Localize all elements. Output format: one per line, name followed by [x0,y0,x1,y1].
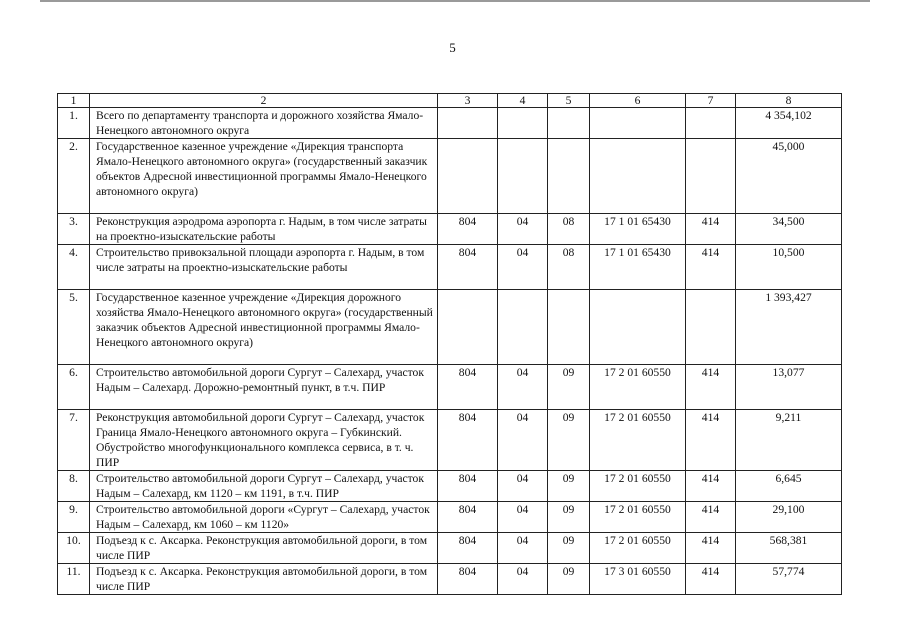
object-name-cell: Строительство привокзальной площади аэропорта г. Надым, в том числе затраты на проектно-изыскательские работы [90,245,438,290]
code-section-cell [498,108,548,139]
code-expense-type-cell: 414 [686,214,736,245]
code-subsection-cell: 09 [548,410,590,471]
row-number-cell: 2. [58,139,90,214]
code-expense-type-cell: 414 [686,471,736,502]
row-number-cell: 1. [58,108,90,139]
budget-table [57,93,842,595]
header-cell: 2 [90,94,438,108]
code-ministry-cell: 804 [438,214,498,245]
table-row [58,533,842,564]
code-ministry-cell [438,139,498,214]
object-name-cell: Подъезд к с. Аксарка. Реконструкция автомобильной дороги, в том числе ПИР [90,564,438,595]
code-ministry-cell: 804 [438,245,498,290]
code-ministry-cell [438,108,498,139]
code-expense-type-cell: 414 [686,533,736,564]
object-name-cell: Строительство автомобильной дороги «Сургут – Салехард, участок Надым – Салехард, км 1060 – км 1120» [90,502,438,533]
code-ministry-cell [438,290,498,365]
amount-cell: 1 393,427 [736,290,842,365]
amount-cell: 9,211 [736,410,842,471]
code-expense-type-cell: 414 [686,502,736,533]
code-section-cell: 04 [498,410,548,471]
amount-cell: 45,000 [736,139,842,214]
code-ministry-cell: 804 [438,564,498,595]
code-section-cell [498,139,548,214]
amount-cell: 4 354,102 [736,108,842,139]
code-expense-type-cell: 414 [686,365,736,410]
code-subsection-cell: 09 [548,502,590,533]
amount-cell: 57,774 [736,564,842,595]
amount-cell: 29,100 [736,502,842,533]
table-row [58,471,842,502]
object-name-cell: Государственное казенное учреждение «Дирекция транспорта Ямало-Ненецкого автономного округа» (государственный заказчик объектов Адресной инвестиционной программы Ямало-Ненецкого автономного округа) [90,139,438,214]
table-row [58,365,842,410]
object-name-cell: Реконструкция аэродрома аэропорта г. Надым, в том числе затраты на проектно-изыскательские работы [90,214,438,245]
code-target-article-cell [590,108,686,139]
row-number-cell: 3. [58,214,90,245]
code-section-cell: 04 [498,564,548,595]
code-target-article-cell: 17 2 01 60550 [590,533,686,564]
code-section-cell: 04 [498,533,548,564]
code-expense-type-cell [686,290,736,365]
header-cell: 6 [590,94,686,108]
code-expense-type-cell [686,108,736,139]
table-row [58,410,842,471]
code-subsection-cell: 09 [548,471,590,502]
row-number-cell: 5. [58,290,90,365]
row-number-cell: 6. [58,365,90,410]
code-subsection-cell: 08 [548,214,590,245]
object-name-cell: Строительство автомобильной дороги Сургут – Салехард, участок Надым – Салехард. Дорожно-ремонтный пункт, в т.ч. ПИР [90,365,438,410]
code-target-article-cell: 17 1 01 65430 [590,214,686,245]
object-name-cell: Подъезд к с. Аксарка. Реконструкция автомобильной дороги, в том числе ПИР [90,533,438,564]
row-number-cell: 11. [58,564,90,595]
code-subsection-cell: 09 [548,564,590,595]
amount-cell: 13,077 [736,365,842,410]
code-ministry-cell: 804 [438,365,498,410]
object-name-cell: Государственное казенное учреждение «Дирекция дорожного хозяйства Ямало-Ненецкого автономного округа» (государственный заказчик объектов Адресной инвестиционной программы Ямало-Ненецкого автономного округа) [90,290,438,365]
header-cell: 1 [58,94,90,108]
code-section-cell: 04 [498,245,548,290]
code-target-article-cell: 17 3 01 60550 [590,564,686,595]
code-target-article-cell: 17 2 01 60550 [590,365,686,410]
object-name-cell: Строительство автомобильной дороги Сургут – Салехард, участок Надым – Салехард, км 1120 – км 1191, в т.ч. ПИР [90,471,438,502]
row-number-cell: 8. [58,471,90,502]
code-target-article-cell: 17 2 01 60550 [590,502,686,533]
code-expense-type-cell: 414 [686,245,736,290]
object-name-cell: Реконструкция автомобильной дороги Сургут – Салехард, участок Граница Ямало-Ненецкого автономного округа – Губкинский. Обустройство многофункционального комплекса сервиса, в т. ч. ПИР [90,410,438,471]
code-target-article-cell: 17 1 01 65430 [590,245,686,290]
code-expense-type-cell: 414 [686,410,736,471]
amount-cell: 568,381 [736,533,842,564]
amount-cell: 34,500 [736,214,842,245]
code-subsection-cell: 08 [548,245,590,290]
code-expense-type-cell: 414 [686,564,736,595]
code-section-cell: 04 [498,502,548,533]
row-number-cell: 7. [58,410,90,471]
row-number-cell: 10. [58,533,90,564]
code-ministry-cell: 804 [438,471,498,502]
code-ministry-cell: 804 [438,410,498,471]
code-target-article-cell: 17 2 01 60550 [590,471,686,502]
table-row [58,564,842,595]
row-number-cell: 4. [58,245,90,290]
table-header-row [58,94,842,108]
code-subsection-cell [548,290,590,365]
code-section-cell: 04 [498,365,548,410]
table-row [58,290,842,365]
table-row [58,502,842,533]
code-section-cell: 04 [498,214,548,245]
code-section-cell [498,290,548,365]
header-cell: 8 [736,94,842,108]
code-ministry-cell: 804 [438,533,498,564]
amount-cell: 10,500 [736,245,842,290]
code-target-article-cell [590,139,686,214]
code-subsection-cell [548,139,590,214]
table-row [58,108,842,139]
table-row [58,214,842,245]
scan-top-edge [40,0,870,2]
page-number: 5 [449,40,456,55]
code-target-article-cell: 17 2 01 60550 [590,410,686,471]
row-number-cell: 9. [58,502,90,533]
code-subsection-cell: 09 [548,365,590,410]
table-row [58,139,842,214]
table-row [58,245,842,290]
amount-cell: 6,645 [736,471,842,502]
code-target-article-cell [590,290,686,365]
header-cell: 5 [548,94,590,108]
header-cell: 4 [498,94,548,108]
code-subsection-cell [548,108,590,139]
code-subsection-cell: 09 [548,533,590,564]
code-section-cell: 04 [498,471,548,502]
header-cell: 3 [438,94,498,108]
object-name-cell: Всего по департаменту транспорта и дорожного хозяйства Ямало-Ненецкого автономного округа [90,108,438,139]
header-cell: 7 [686,94,736,108]
code-ministry-cell: 804 [438,502,498,533]
code-expense-type-cell [686,139,736,214]
